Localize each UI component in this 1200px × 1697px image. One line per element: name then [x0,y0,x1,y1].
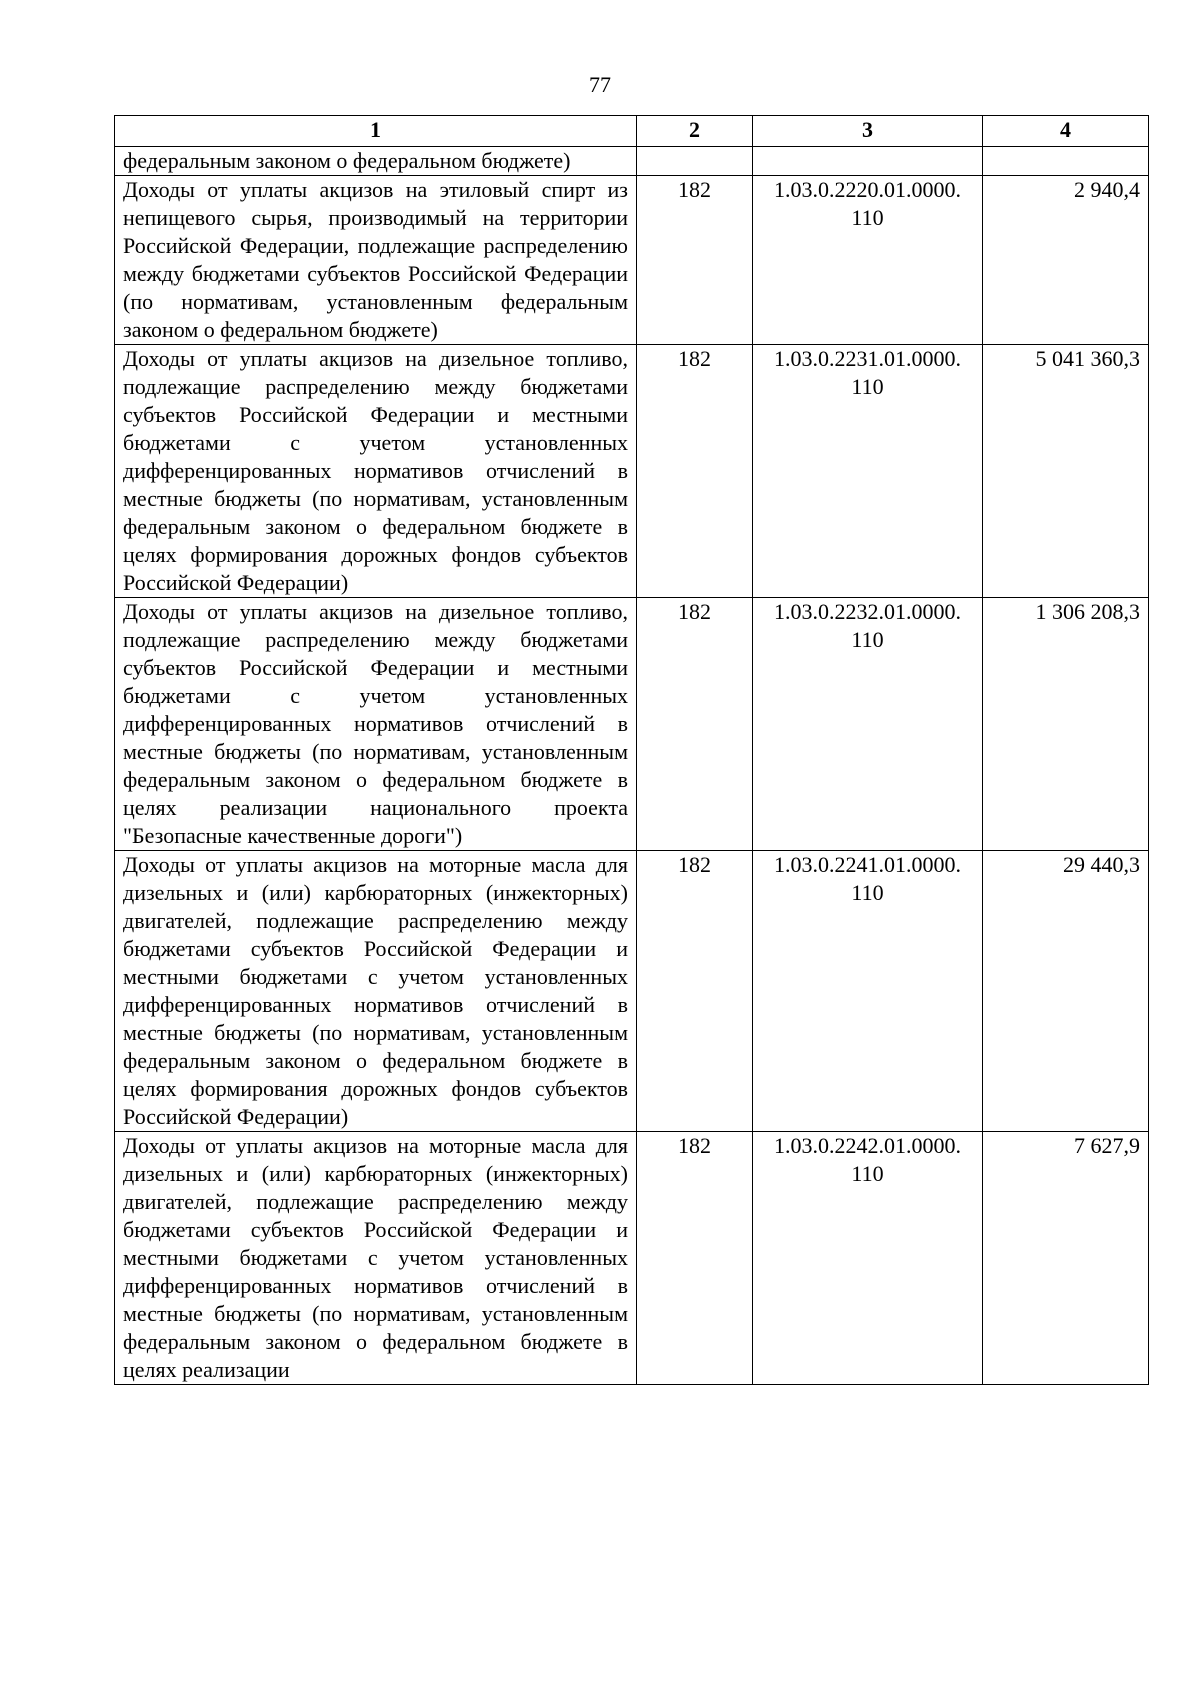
column-header-2: 2 [637,116,753,147]
row-description: Доходы от уплаты акцизов на этиловый спирт из непищевого сырья, производимый на территории Российской Федерации, подлежащие распределению между бюджетами субъектов Российской Федерации (по нормативам, установленным федеральным законом о федеральном бюджете) [115,176,637,345]
row-description: Доходы от уплаты акцизов на моторные масла для дизельных и (или) карбюраторных (инжекторных) двигателей, подлежащие распределению между бюджетами субъектов Российской Федерации и местными бюджетами с учетом установленных дифференцированных нормативов отчислений в местные бюджеты (по нормативам, установленным федеральным законом о федеральном бюджете в целях формирования дорожных фондов субъектов Российской Федерации) [115,851,637,1132]
row-amount [983,147,1149,176]
row-description: Доходы от уплаты акцизов на дизельное топливо, подлежащие распределению между бюджетами субъектов Российской Федерации и местными бюджетами с учетом установленных дифференцированных нормативов отчислений в местные бюджеты (по нормативам, установленным федеральным законом о федеральном бюджете в целях формирования дорожных фондов субъектов Российской Федерации) [115,345,637,598]
row-amount: 2 940,4 [983,176,1149,345]
row-revenue-code [753,176,983,345]
row-admin-code: 182 [637,598,753,851]
row-amount: 29 440,3 [983,851,1149,1132]
row-admin-code: 182 [637,1132,753,1385]
row-description: Доходы от уплаты акцизов на моторные масла для дизельных и (или) карбюраторных (инжекторных) двигателей, подлежащие распределению между бюджетами субъектов Российской Федерации и местными бюджетами с учетом установленных дифференцированных нормативов отчислений в местные бюджеты (по нормативам, установленным федеральным законом о федеральном бюджете в целях реализации [115,1132,637,1385]
column-header-4: 4 [983,116,1149,147]
row-revenue-code [753,147,983,176]
page-number: 77 [589,72,611,97]
table-row [115,598,1149,851]
row-admin-code: 182 [637,176,753,345]
row-amount: 1 306 208,3 [983,598,1149,851]
table-row [115,345,1149,598]
revenue-code-part-2: 110 [851,1161,884,1186]
column-header-3: 3 [753,116,983,147]
table-row [115,851,1149,1132]
revenue-code-part-2: 110 [851,880,884,905]
row-revenue-code [753,345,983,598]
revenue-code-part-1: 1.03.0.2232.01.0000. [774,599,961,624]
table-row [115,1132,1149,1385]
revenue-code-part-2: 110 [851,205,884,230]
revenue-code-part-1: 1.03.0.2220.01.0000. [774,177,961,202]
table-row [115,176,1149,345]
row-revenue-code [753,851,983,1132]
row-amount: 7 627,9 [983,1132,1149,1385]
row-admin-code: 182 [637,345,753,598]
row-revenue-code [753,1132,983,1385]
row-admin-code [637,147,753,176]
row-description: Доходы от уплаты акцизов на дизельное топливо, подлежащие распределению между бюджетами субъектов Российской Федерации и местными бюджетами с учетом установленных дифференцированных нормативов отчислений в местные бюджеты (по нормативам, установленным федеральным законом о федеральном бюджете в целях реализации национального проекта "Безопасные качественные дороги") [115,598,637,851]
row-revenue-code [753,598,983,851]
revenue-table [114,115,1149,1385]
table-header-row [115,116,1149,147]
column-header-1: 1 [115,116,637,147]
table-row [115,147,1149,176]
revenue-code-part-2: 110 [851,374,884,399]
row-description: федеральным законом о федеральном бюджете) [115,147,637,176]
row-admin-code: 182 [637,851,753,1132]
revenue-code-part-1: 1.03.0.2231.01.0000. [774,346,961,371]
revenue-code-part-1: 1.03.0.2241.01.0000. [774,852,961,877]
revenue-code-part-1: 1.03.0.2242.01.0000. [774,1133,961,1158]
revenue-code-part-2: 110 [851,627,884,652]
row-amount: 5 041 360,3 [983,345,1149,598]
